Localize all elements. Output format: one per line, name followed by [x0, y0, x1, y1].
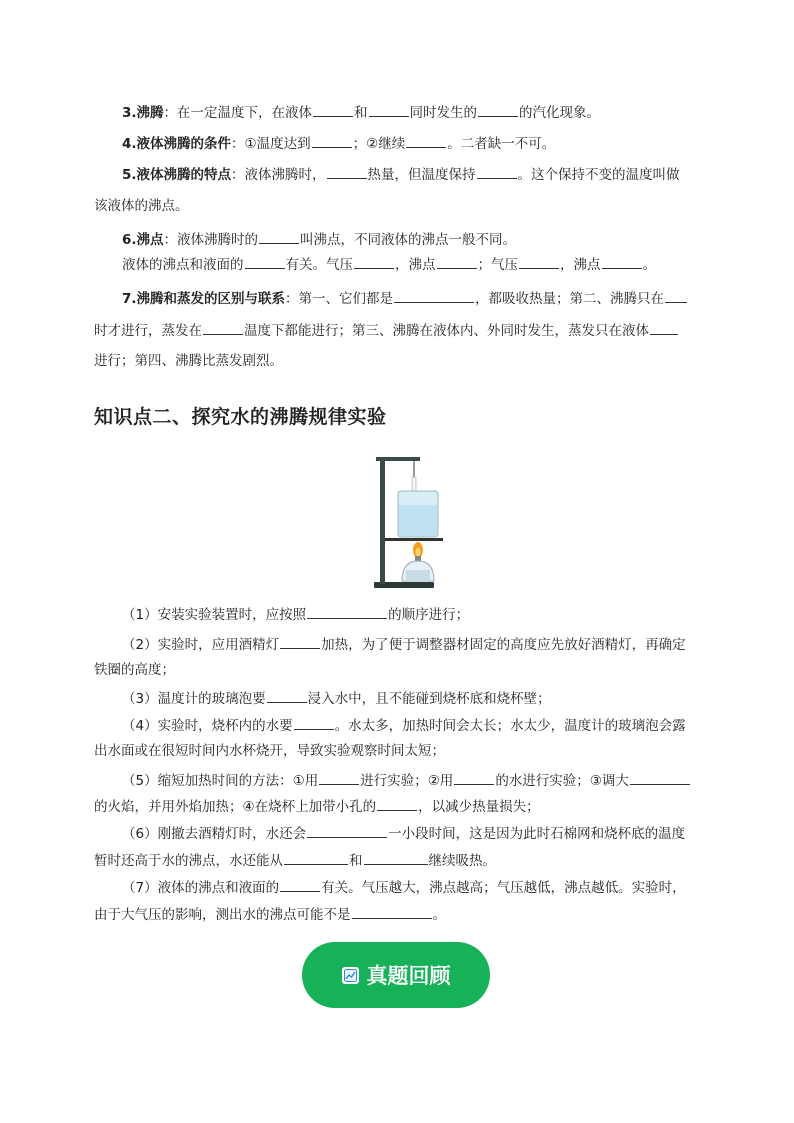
blank[interactable]: [354, 254, 394, 269]
blank[interactable]: [437, 254, 477, 269]
item-7-line3: 进行；第四、沸腾比蒸发剧烈。: [94, 353, 283, 369]
blank[interactable]: [203, 320, 243, 335]
item-6: 6.沸点：液体沸腾时的 叫沸点，不同液体的沸点一般不同。: [122, 229, 704, 250]
review-button-label: 真题回顾: [366, 964, 451, 988]
item-7: 7.沸腾和蒸发的区别与联系：第一、它们都是 ，都吸收热量；第二、沸腾只在: [122, 288, 704, 309]
blank[interactable]: [313, 102, 353, 117]
blank[interactable]: [312, 133, 352, 148]
question-6-continued: 暂时还高于水的沸点，水还能从 和 继续吸热。: [94, 850, 704, 871]
item-7-line2: 时才进行，蒸发在 温度下都能进行；第三、沸腾在液体内、外同时发生，蒸发只在液体: [94, 320, 704, 341]
question-4-continued: 出水面或在很短时间内水杯烧开，导致实验观察时间太短；: [94, 743, 445, 759]
blank[interactable]: [284, 850, 348, 865]
blank[interactable]: [307, 604, 387, 619]
blank[interactable]: [394, 288, 474, 303]
blank[interactable]: [630, 770, 690, 785]
question-2: （2）实验时，应用酒精灯 加热，为了便于调整器材固定的高度应先放好酒精灯，再确定: [122, 634, 704, 655]
question-2-continued: 铁圈的高度；: [94, 662, 175, 678]
blank[interactable]: [477, 164, 517, 179]
blank[interactable]: [319, 770, 359, 785]
item-5-continued: 该液体的沸点。: [94, 198, 189, 214]
blank[interactable]: [406, 133, 446, 148]
blank[interactable]: [245, 254, 285, 269]
question-5: （5）缩短加热时间的方法：①用 进行实验；②用 的水进行实验；③调大: [122, 770, 704, 791]
blank[interactable]: [307, 823, 387, 838]
question-4: （4）实验时，烧杯内的水要 。水太多，加热时间会太长；水太少，温度计的玻璃泡会露: [122, 715, 704, 736]
blank[interactable]: [364, 850, 428, 865]
blank[interactable]: [280, 634, 320, 649]
item-4: 4.液体沸腾的条件：①温度达到 ；②继续 。二者缺一不可。: [122, 133, 704, 154]
item-5: 5.液体沸腾的特点：液体沸腾时， 热量，但温度保持 。这个保持不变的温度叫做: [122, 164, 704, 185]
blank[interactable]: [259, 229, 299, 244]
item-6-line2: 液体的沸点和液面的 有关。气压 ，沸点 ；气压 ，沸点 。: [122, 254, 704, 275]
review-button[interactable]: [302, 942, 490, 1008]
blank[interactable]: [478, 102, 518, 117]
blank[interactable]: [369, 102, 409, 117]
question-6: （6）刚撤去酒精灯时，水还会 一小段时间，这是因为此时石棉网和烧杯底的温度: [122, 823, 704, 844]
blank[interactable]: [519, 254, 559, 269]
blank[interactable]: [665, 288, 687, 303]
blank[interactable]: [267, 688, 307, 703]
blank[interactable]: [280, 877, 320, 892]
blank[interactable]: [327, 164, 367, 179]
blank[interactable]: [352, 904, 432, 919]
blank[interactable]: [454, 770, 494, 785]
question-1: （1）安装实验装置时，应按照 的顺序进行；: [122, 604, 704, 625]
blank[interactable]: [650, 320, 678, 335]
section-title: 知识点二、探究水的沸腾规律实验: [94, 406, 387, 428]
boiling-apparatus-illustration: [370, 455, 450, 590]
blank[interactable]: [294, 715, 334, 730]
question-5-continued: 的火焰，并用外焰加热；④在烧杯上加带小孔的 ，以减少热量损失；: [94, 796, 704, 817]
question-3: （3）温度计的玻璃泡要 浸入水中，且不能碰到烧杯底和烧杯壁；: [122, 688, 704, 709]
question-7: （7）液体的沸点和液面的 有关。气压越大，沸点越高；气压越低，沸点越低。实验时，: [122, 877, 704, 898]
chart-icon: [342, 967, 359, 984]
blank[interactable]: [377, 796, 417, 811]
item-3: 3.沸腾：在一定温度下，在液体 和 同时发生的 的汽化现象。: [122, 102, 704, 123]
blank[interactable]: [602, 254, 642, 269]
question-7-continued: 由于大气压的影响，测出水的沸点可能不是 。: [94, 904, 704, 925]
